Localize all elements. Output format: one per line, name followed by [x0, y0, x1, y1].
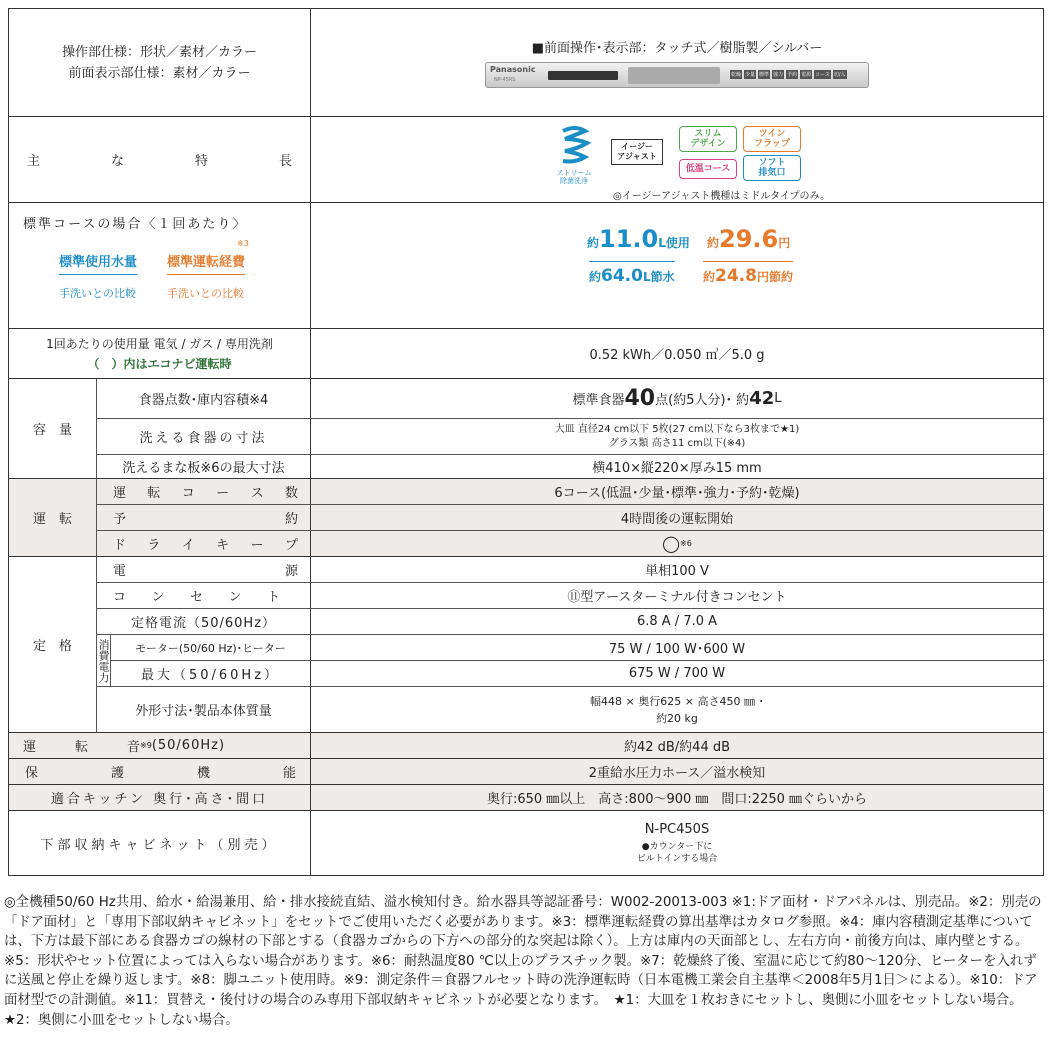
cabinet-label: 下部収納キャビネット（別売）: [9, 811, 311, 875]
panel-brand: Panasonic: [490, 65, 536, 74]
op-label-0-5: 数: [284, 486, 298, 501]
op-label-2-0: ド: [113, 538, 127, 553]
power-label-1: 源: [284, 564, 298, 579]
outlet-label-2: セ: [189, 590, 203, 605]
cabinet-note-2: ビルトインする場合: [636, 853, 718, 864]
control-panel-image: [485, 62, 869, 88]
op-label-0-1: 転: [147, 486, 161, 501]
operation-panel-label-2: 前面表示部仕様：素材／カラー: [68, 65, 251, 81]
features-note: ◎イージーアジャスト機種はミドルタイプのみ。: [613, 191, 831, 202]
dry-keep-value: ◯: [662, 534, 681, 553]
row-noise: [9, 733, 1043, 759]
footnotes: ◎全機種50/60 Hz共用、給水・給湯兼用、給・排水接続直結、溢水検知付き。給水器具等認証番号：W002-20013-003 ※1:ドア面材・ドアパネルは、別売品。※2：別売の「ドア面材」と「専用下部収納キャビネット」をセットでご使用いただく必要があります。※3：標準運転経費の算出基準はカタログ参照。※4：庫内容積測定基準については、下方は最下部にある食器カゴの線材の下部とする（食器カゴからの下方への部分的な突起は除く）。上方は庫内の天面部とし、左右方向・前後方向は、庫内壁とする。※5：形状やセット位置によっては入らない場合があります。※6：耐熱温度80 ℃以上のプラスチック製。※7：乾燥終了後、室温に応じて約80〜120分、ヒーターを入れずに送風と停止を繰り返します。※8：脚ユニット使用時。※9：測定条件＝食器フルセット時の洗浄運転時（日本電機工業会自主基準＜2008年5月1日＞による）。※10：ドア面材型での計測値。※11：買替え・後付けの場合のみ専用下部収納キャビネットが必要となります。 ★1：大皿を１枚おきにセットし、奥側に小皿をセットしない場合。★2：奥側に小皿をセットしない場合。: [4, 895, 1042, 1028]
water-save-unit: L節水: [642, 270, 675, 284]
op-label-2-1: ラ: [147, 538, 161, 553]
panel-button-strip: [548, 71, 618, 80]
operation-value-2: [311, 531, 1043, 557]
panel-button-5: 電源: [801, 72, 812, 78]
operation-panel-value: ■前面操作･表示部：タッチ式／樹脂製／シルバー: [531, 41, 823, 56]
protection-label-0: 保: [25, 766, 39, 781]
cost-saving: [703, 261, 793, 286]
water-saving: [589, 261, 675, 286]
slim-design-badge: スリム デザイン: [679, 126, 737, 152]
rating-group-label: 定 格: [9, 557, 97, 733]
protection-label-3: 能: [282, 766, 296, 781]
dish-size-line1: 大皿 直径24 cm以下 5枚(27 cm以下なら3枚まで★1): [554, 423, 800, 435]
cost-save-value: 24.8: [715, 266, 757, 286]
op-label-2-4: ー: [250, 538, 264, 553]
dish-size-line2: グラス類 高さ11 cm以下(※4): [608, 437, 746, 449]
panel-button-0: 乾燥: [731, 72, 742, 78]
capacity-value-1: [311, 419, 1043, 455]
dims-value: [311, 687, 1043, 733]
row-standard-course: [9, 203, 1043, 329]
easy-adjust-badge: イージー アジャスト: [611, 139, 663, 165]
op-label-0-4: ス: [250, 486, 264, 501]
max-value: 675 W / 700 W: [311, 661, 1043, 687]
capacity-items-count: 40: [624, 386, 656, 411]
noise-label: 運 転 音: [23, 740, 141, 755]
consumption-group-label: 消費電力: [97, 635, 111, 687]
protection-value: 2重給水圧力ホース／溢水検知: [588, 766, 766, 781]
motor-label: モーター(50/60 Hz)･ヒーター: [111, 635, 311, 661]
usage-label-1: 1回あたりの使用量 電気 / ガス / 専用洗剤: [46, 336, 273, 351]
cabinet-value: N-PC450S: [644, 821, 710, 837]
row-protection: [9, 759, 1043, 785]
current-value: 6.8 A / 7.0 A: [311, 609, 1043, 635]
op-label-0-2: コ: [181, 486, 195, 501]
dims-line1: 幅448 × 奥行625 × 高さ450 ㎜ ･: [590, 694, 764, 708]
protection-label-1: 護: [110, 766, 124, 781]
stream-label: ストリーム 除菌洗浄: [556, 169, 592, 185]
outlet-label-1: ン: [151, 590, 165, 605]
cost-value: 29.6: [719, 225, 779, 253]
operation-label-0: [97, 479, 311, 505]
panel-model: NP-45RS: [494, 77, 516, 83]
noise-suffix: (50/60Hz): [151, 738, 226, 753]
panel-button-6: コース: [815, 72, 830, 78]
op-label-2-3: キ: [216, 538, 230, 553]
cost-mark: ※3: [237, 239, 249, 248]
usage-value: 0.52 kWh／0.050 ㎥／5.0 g: [589, 348, 765, 363]
outlet-label: [97, 583, 311, 609]
row-usage: [9, 329, 1043, 379]
features-label-1: な: [110, 154, 124, 169]
water-usage: [587, 225, 690, 253]
power-value: 単相100 V: [311, 557, 1043, 583]
usage-label-2: （ ）内はエコナビ運転時: [87, 356, 232, 371]
capacity-label-1: 洗える食器の寸法: [97, 419, 311, 455]
panel-button-7: 切/入: [833, 72, 846, 78]
dry-keep-mark: ※6: [680, 539, 692, 548]
op-label-0-3: ー: [216, 486, 230, 501]
panel-buttons: [730, 70, 847, 79]
op-label-1-0: 予: [113, 512, 127, 527]
cost-label: 標準運転経費: [167, 251, 245, 275]
operation-label-1: [97, 505, 311, 531]
op-label-0-0: 運: [113, 486, 127, 501]
capacity-group-label: 容 量: [9, 379, 97, 479]
kitchen-label: 適合キッチン 奥行･高さ･間口: [9, 785, 311, 810]
noise-mark: ※9: [140, 741, 152, 750]
stream-icon: [557, 125, 593, 167]
noise-value: 約42 dB/約44 dB: [623, 740, 731, 755]
current-label: 定格電流（50/60Hz）: [97, 609, 311, 635]
op-label-2-5: プ: [284, 538, 298, 553]
water-unit: L使用: [658, 236, 690, 250]
capacity-value-0: [311, 379, 1043, 419]
capacity-volume: 42: [749, 388, 775, 409]
capacity-label-0: 食器点数･庫内容積※4: [97, 379, 311, 419]
cost-prefix: 約: [707, 236, 720, 250]
operation-value-0: 6コース(低温･少量･標準･強力･予約･乾燥): [311, 479, 1043, 505]
operation-panel-label-1: 操作部仕様：形状／素材／カラー: [61, 44, 257, 60]
capacity-label-2: 洗えるまな板※6の最大寸法: [97, 455, 311, 479]
standard-course-label: 標準コースの場合〈１回あたり〉: [23, 217, 248, 232]
kitchen-value: 奥行:650 ㎜以上 高さ:800〜900 ㎜ 間口:2250 ㎜ぐらいから: [486, 792, 868, 807]
panel-display: [628, 67, 720, 84]
capacity-value-mid: 点(約5人分)･ 約: [655, 393, 750, 408]
capacity-value-2: 横410×縦220×厚み15 mm: [311, 455, 1043, 479]
water-compare-label: 手洗いとの比較: [59, 287, 136, 300]
row-cabinet: [9, 811, 1043, 875]
features-label-2: 特: [194, 154, 208, 169]
spec-table: [8, 8, 1044, 876]
water-value: 11.0: [599, 225, 659, 253]
op-label-1-1: 約: [284, 512, 298, 527]
water-save-prefix: 約: [589, 270, 602, 284]
power-label-0: 電: [113, 564, 127, 579]
operation-value-1: 4時間後の運転開始: [311, 505, 1043, 531]
power-label: [97, 557, 311, 583]
operation-group-label: 運 転: [9, 479, 97, 557]
outlet-label-3: ン: [228, 590, 242, 605]
water-prefix: 約: [587, 236, 600, 250]
motor-value: 75 W / 100 W･600 W: [311, 635, 1043, 661]
capacity-value-pre: 標準食器: [572, 393, 625, 408]
cost-unit: 円: [778, 236, 791, 250]
panel-button-3: 強力: [773, 72, 784, 78]
low-temp-badge: 低温コース: [679, 159, 737, 179]
features-label-0: 主: [27, 154, 41, 169]
dims-line2: 約20 kg: [656, 711, 698, 725]
outlet-value: ⑪型アースターミナル付きコンセント: [311, 583, 1043, 609]
row-kitchen: [9, 785, 1043, 811]
soft-vent-badge: ソフト 排気口: [743, 155, 801, 181]
features-label-3: 長: [278, 154, 292, 169]
water-label: 標準使用水量: [59, 251, 137, 275]
outlet-label-4: ト: [266, 590, 280, 605]
dims-label: 外形寸法･製品本体質量: [97, 687, 311, 733]
row-operation-panel: [9, 9, 1043, 117]
protection-label-2: 機: [196, 766, 210, 781]
water-save-value: 64.0: [601, 266, 643, 286]
max-label: 最大（50/60Hz）: [111, 661, 311, 687]
row-features: [9, 117, 1043, 203]
op-label-2-2: イ: [181, 538, 195, 553]
panel-button-4: 予約: [787, 72, 798, 78]
cost-save-prefix: 約: [703, 270, 716, 284]
cabinet-note-1: ●カウンター下に: [641, 841, 713, 852]
cost-save-unit: 円節約: [756, 270, 793, 284]
cost-usage: [707, 225, 790, 253]
operation-label-2: [97, 531, 311, 557]
outlet-label-0: コ: [113, 590, 127, 605]
cost-compare-label: 手洗いとの比較: [167, 287, 244, 300]
capacity-volume-unit: L: [774, 391, 782, 406]
panel-button-2: 標準: [759, 72, 770, 78]
twin-flap-badge: ツイン フラップ: [743, 126, 801, 152]
panel-button-1: 少量: [745, 72, 756, 78]
